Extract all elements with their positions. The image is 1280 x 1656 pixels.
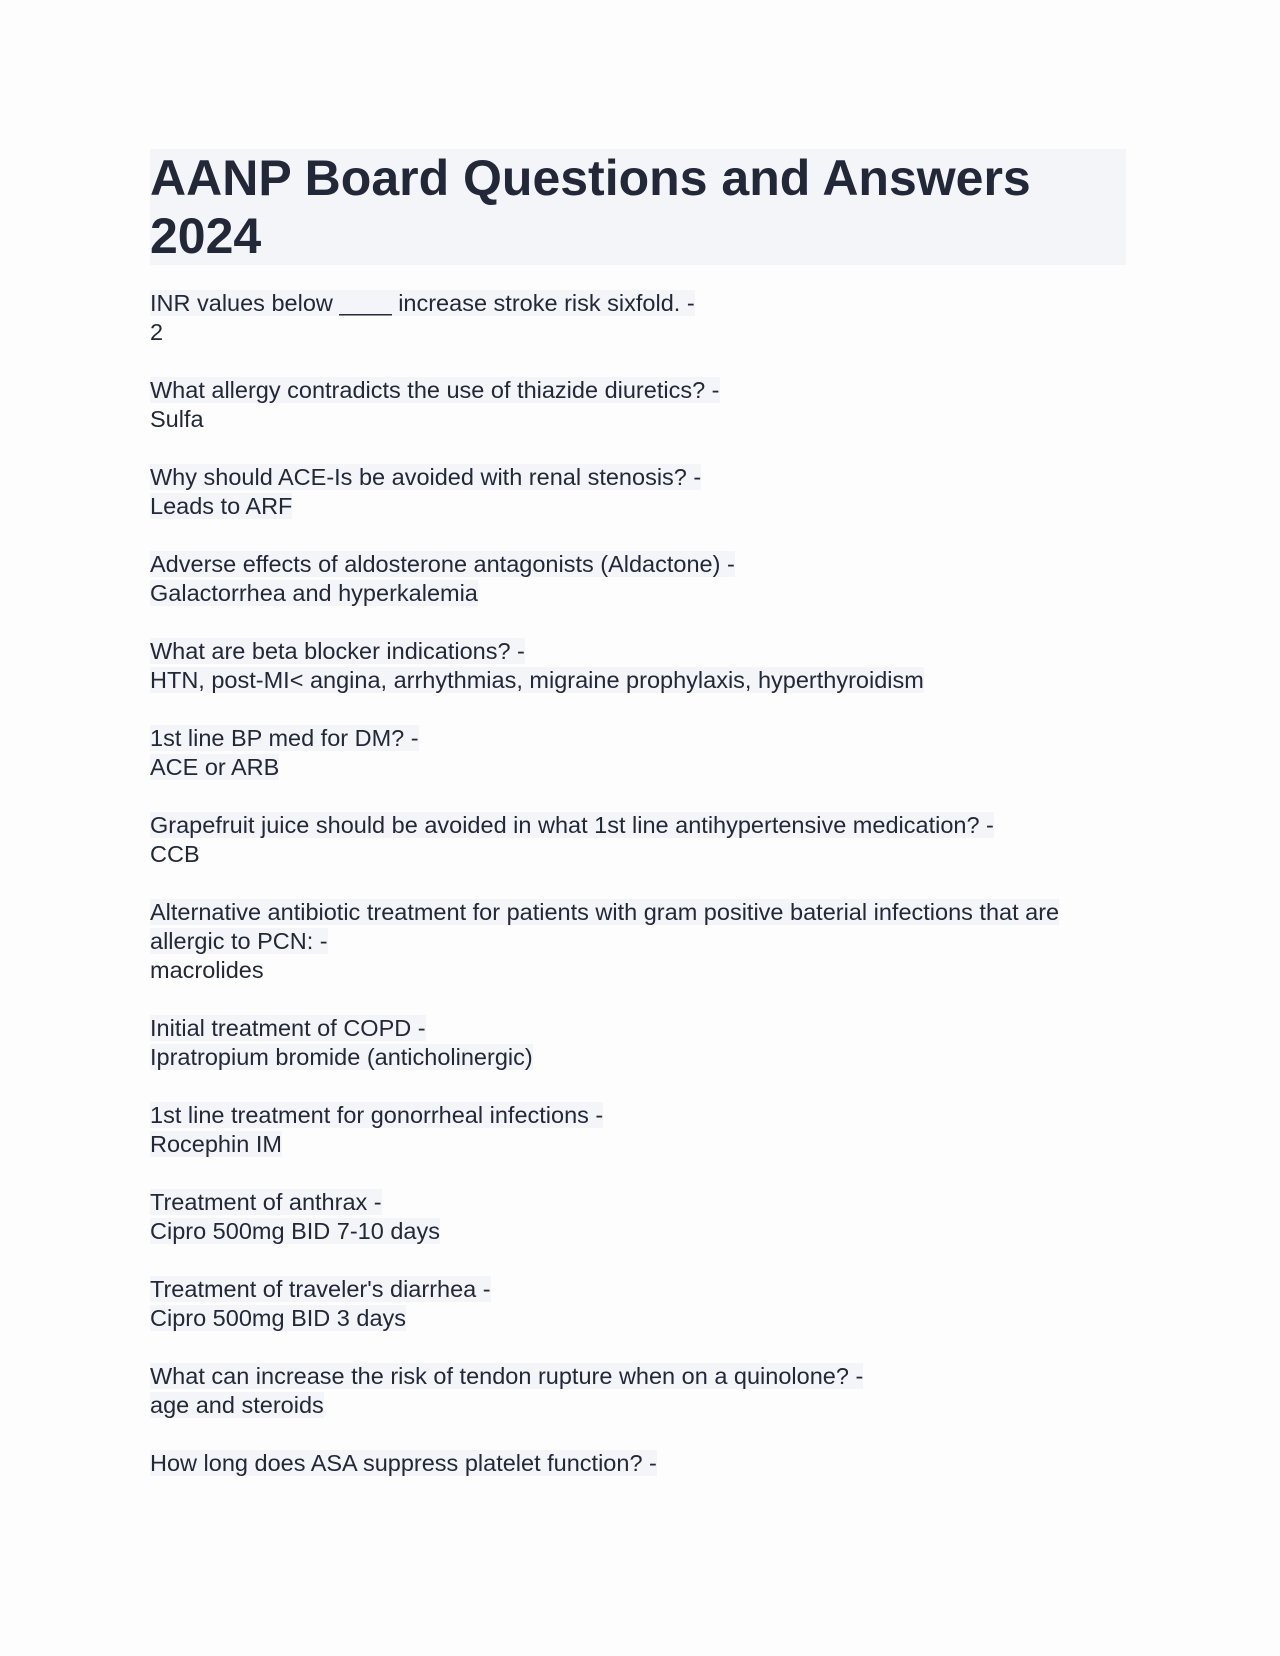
answer-text: macrolides xyxy=(150,957,264,983)
answer-text: 2 xyxy=(150,319,164,345)
qa-item xyxy=(150,637,1126,695)
qa-item xyxy=(150,1362,1126,1420)
qa-item xyxy=(150,1449,1126,1478)
question-text: 1st line treatment for gonorrheal infections - xyxy=(150,1102,604,1128)
qa-item xyxy=(150,898,1126,985)
question-text: What can increase the risk of tendon rupture when on a quinolone? - xyxy=(150,1363,864,1389)
answer-text: ACE or ARB xyxy=(150,754,280,780)
question-text: What allergy contradicts the use of thiazide diuretics? - xyxy=(150,377,720,403)
answer-text: Cipro 500mg BID 7-10 days xyxy=(150,1218,440,1244)
qa-item xyxy=(150,1275,1126,1333)
qa-item xyxy=(150,1188,1126,1246)
qa-item xyxy=(150,376,1126,434)
answer-text: Sulfa xyxy=(150,406,204,432)
question-text: 1st line BP med for DM? - xyxy=(150,725,419,751)
answer-text: Leads to ARF xyxy=(150,493,293,519)
title-block xyxy=(150,149,1126,265)
question-text: Initial treatment of COPD - xyxy=(150,1015,426,1041)
question-text: Treatment of anthrax - xyxy=(150,1189,382,1215)
qa-item xyxy=(150,550,1126,608)
qa-item xyxy=(150,289,1126,347)
question-text: Grapefruit juice should be avoided in what 1st line antihypertensive medication? - xyxy=(150,812,994,838)
answer-text: age and steroids xyxy=(150,1392,324,1418)
qa-item xyxy=(150,1014,1126,1072)
question-text: INR values below ____ increase stroke risk sixfold. - xyxy=(150,290,695,316)
question-text: How long does ASA suppress platelet function? - xyxy=(150,1450,657,1476)
question-text: Treatment of traveler's diarrhea - xyxy=(150,1276,491,1302)
question-text: What are beta blocker indications? - xyxy=(150,638,525,664)
answer-text: Galactorrhea and hyperkalemia xyxy=(150,580,478,606)
qa-item xyxy=(150,724,1126,782)
document-page xyxy=(150,149,1126,1507)
question-text: Why should ACE-Is be avoided with renal stenosis? - xyxy=(150,464,702,490)
answer-text: CCB xyxy=(150,841,200,867)
answer-text: Rocephin IM xyxy=(150,1131,282,1157)
answer-text: HTN, post-MI< angina, arrhythmias, migraine prophylaxis, hyperthyroidism xyxy=(150,667,924,693)
qa-item xyxy=(150,1101,1126,1159)
qa-item xyxy=(150,463,1126,521)
answer-text: Ipratropium bromide (anticholinergic) xyxy=(150,1044,533,1070)
answer-text: Cipro 500mg BID 3 days xyxy=(150,1305,407,1331)
document-title: AANP Board Questions and Answers 2024 xyxy=(150,150,1031,264)
qa-item xyxy=(150,811,1126,869)
question-text: Alternative antibiotic treatment for patients with gram positive baterial infections that are allergic to PCN: - xyxy=(150,899,1060,954)
question-text: Adverse effects of aldosterone antagonists (Aldactone) - xyxy=(150,551,735,577)
